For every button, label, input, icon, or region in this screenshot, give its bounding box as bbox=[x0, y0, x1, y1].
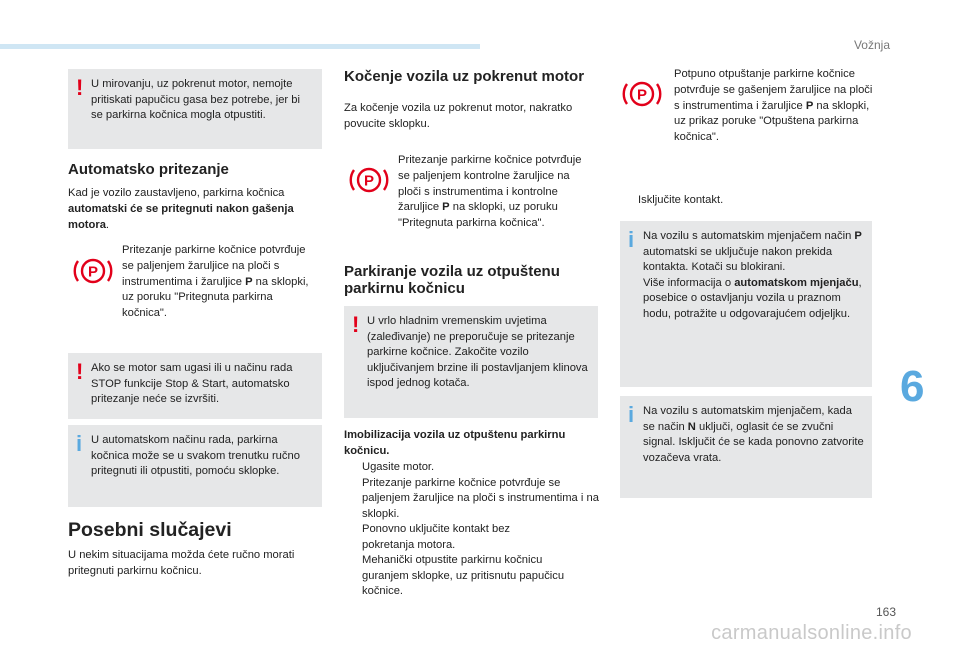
warning-text: Ako se motor sam ugasi ili u načinu rada STOP funkcije Stop & Start, automatsko pritezanje neće se izvršiti. bbox=[91, 362, 293, 406]
section-heading: Automatsko pritezanje bbox=[68, 161, 229, 178]
info-icon: i bbox=[628, 227, 635, 252]
info-box bbox=[620, 221, 872, 387]
warning-icon: ! bbox=[76, 359, 84, 384]
bullet-icon bbox=[344, 522, 362, 553]
bold-heading: Imobilizacija vozila uz otpuštenu parkirnu kočnicu. bbox=[344, 429, 566, 457]
svg-text:P: P bbox=[87, 263, 99, 281]
svg-text:P: P bbox=[363, 172, 375, 190]
list-item: Mehanički otpustite parkirnu kočnicu guranjem sklopke, uz pritisnutu papučicu kočnice. bbox=[344, 553, 600, 600]
icon-description: Pritezanje parkirne kočnice potvrđuje se paljenjem žaruljice na ploči s instrumentima i žaruljice P na sklopki, uz poruku "Pritegnuta parkirna kočnica". bbox=[122, 244, 309, 320]
parking-brake-icon bbox=[622, 76, 662, 112]
info-text: Na vozilu s automatskim mjenjačem, kada se način N uključi, oglasit će se zvučni signal. Isključit će se kada ponovno zatvorite vozačeva vrata. bbox=[643, 405, 864, 464]
section-heading: Posebni slučajevi bbox=[68, 519, 232, 541]
section-title: Vožnja bbox=[853, 38, 890, 52]
section-heading: Parkiranje vozila uz otpuštenu parkirnu kočnicu bbox=[344, 263, 560, 297]
paragraph: Za kočenje vozila uz pokrenut motor, nakratko povucite sklopku. bbox=[344, 102, 573, 130]
list-item: Ugasite motor. Pritezanje parkirne kočnice potvrđuje se paljenjem žaruljice na ploči s instrumentima i na sklopki. bbox=[344, 460, 600, 522]
info-box bbox=[620, 396, 872, 498]
info-icon: i bbox=[628, 402, 635, 427]
warning-icon: ! bbox=[352, 312, 360, 337]
bullet-icon bbox=[344, 460, 362, 522]
warning-icon: ! bbox=[76, 75, 84, 100]
list-item: Ponovno uključite kontakt bez pokretanja motora. bbox=[344, 522, 600, 553]
page-number: 163 bbox=[875, 605, 896, 619]
warning-text: U mirovanju, uz pokrenut motor, nemojte pritiskati papučicu gasa bez potrebe, jer bi se parkirna kočnica mogla otpustiti. bbox=[91, 78, 300, 122]
section-heading: Kočenje vozila uz pokrenut motor bbox=[344, 68, 585, 85]
svg-text:P: P bbox=[636, 86, 648, 104]
bullet-icon bbox=[620, 193, 638, 209]
parking-brake-icon bbox=[349, 162, 389, 198]
icon-description: Pritezanje parkirne kočnice potvrđuje se paljenjem kontrolne žaruljice na ploči s instrumentima i kontrolne žaruljice P na sklopki, uz poruku "Pritegnuta parkirna kočnica". bbox=[398, 154, 582, 230]
list-item: Isključite kontakt. bbox=[620, 193, 870, 209]
info-icon: i bbox=[76, 431, 83, 456]
header-bar bbox=[0, 44, 480, 49]
watermark: carmanualsonline.info bbox=[711, 622, 912, 644]
chapter-number: 6 bbox=[900, 362, 925, 411]
parking-brake-icon bbox=[73, 253, 113, 289]
icon-description: Potpuno otpuštanje parkirne kočnice potvrđuje se gašenjem žaruljice na ploči s instrumentima i žaruljice P na sklopki, uz prikaz poruke "Otpuštena parkirna kočnica". bbox=[674, 68, 873, 144]
warning-box bbox=[68, 353, 322, 419]
paragraph: U nekim situacijama možda ćete ručno morati pritegnuti parkirnu kočnicu. bbox=[68, 549, 295, 577]
paragraph: Kad je vozilo zaustavljeno, parkirna kočnica automatski će se pritegnuti nakon gašenja motora. bbox=[68, 187, 294, 231]
info-text: U automatskom načinu rada, parkirna kočnica može se u svakom trenutku ručno pritegnuti ili otpustiti, pomoću sklopke. bbox=[91, 434, 300, 478]
warning-box bbox=[68, 69, 322, 149]
warning-box bbox=[344, 306, 598, 418]
warning-text: U vrlo hladnim vremenskim uvjetima (zaleđivanje) ne preporučuje se pritezanje parkirne kočnice. Zakočite vozilo uključivanjem brzine ili postavljanjem klinova ispod jednog kotača. bbox=[367, 315, 588, 390]
info-text: Na vozilu s automatskim mjenjačem način P automatski se uključuje nakon prekida kontakta. Kotači su blokirani. Više informacija o automatskom mjenjaču, posebice o ostavljanju vozila u praznom hodu, potražite u odgovarajućem odjeljku. bbox=[643, 230, 862, 320]
info-box bbox=[68, 425, 322, 507]
bullet-icon bbox=[344, 553, 362, 600]
